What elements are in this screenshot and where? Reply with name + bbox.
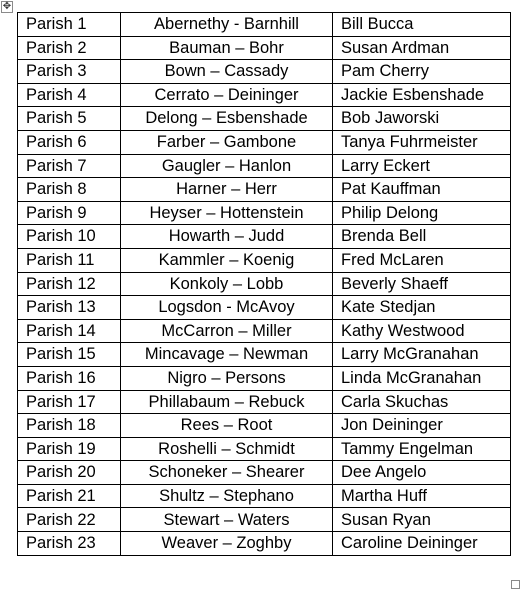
surname-range-cell[interactable]: Howarth – Judd [121,225,333,249]
parish-cell[interactable]: Parish 15 [18,343,121,367]
table-move-handle-icon[interactable]: ✥ [2,1,12,12]
surname-range-cell[interactable]: Kammler – Koenig [121,248,333,272]
parish-cell[interactable]: Parish 4 [18,83,121,107]
surname-range-cell[interactable]: Nigro – Persons [121,366,333,390]
parish-cell[interactable]: Parish 1 [18,13,121,37]
contact-name-cell[interactable]: Larry Eckert [333,154,511,178]
surname-range-cell[interactable]: Logsdon - McAvoy [121,296,333,320]
parish-cell[interactable]: Parish 14 [18,319,121,343]
contact-name-cell[interactable]: Jon Deininger [333,414,511,438]
surname-range-cell[interactable]: Shultz – Stephano [121,484,333,508]
contact-name-cell[interactable]: Tammy Engelman [333,437,511,461]
table-row [18,83,511,107]
parish-cell[interactable]: Parish 21 [18,484,121,508]
surname-range-cell[interactable]: Delong – Esbenshade [121,107,333,131]
surname-range-cell[interactable]: Stewart – Waters [121,508,333,532]
parish-cell[interactable]: Parish 5 [18,107,121,131]
surname-range-cell[interactable]: Harner – Herr [121,178,333,202]
parish-cell[interactable]: Parish 18 [18,414,121,438]
surname-range-cell[interactable]: Phillabaum – Rebuck [121,390,333,414]
surname-range-cell[interactable]: Abernethy - Barnhill [121,13,333,37]
contact-name-cell[interactable]: Susan Ryan [333,508,511,532]
table-row [18,366,511,390]
contact-name-cell[interactable]: Beverly Shaeff [333,272,511,296]
parish-cell[interactable]: Parish 22 [18,508,121,532]
contact-name-cell[interactable]: Bill Bucca [333,13,511,37]
parish-cell[interactable]: Parish 6 [18,130,121,154]
contact-name-cell[interactable]: Dee Angelo [333,461,511,485]
surname-range-cell[interactable]: Cerrato – Deininger [121,83,333,107]
table-row [18,201,511,225]
parish-cell[interactable]: Parish 20 [18,461,121,485]
text-cursor [510,333,511,355]
contact-name-cell[interactable]: Pat Kauffman [333,178,511,202]
parish-cell[interactable]: Parish 2 [18,36,121,60]
table-row [18,484,511,508]
parish-cell[interactable]: Parish 3 [18,60,121,84]
surname-range-cell[interactable]: Gaugler – Hanlon [121,154,333,178]
table-row [18,414,511,438]
contact-name-cell[interactable]: Fred McLaren [333,248,511,272]
parish-cell[interactable]: Parish 17 [18,390,121,414]
table-row [18,343,511,367]
surname-range-cell[interactable]: Schoneker – Shearer [121,461,333,485]
surname-range-cell[interactable]: Mincavage – Newman [121,343,333,367]
parish-cell[interactable]: Parish 7 [18,154,121,178]
surname-range-cell[interactable]: McCarron – Miller [121,319,333,343]
surname-range-cell[interactable]: Rees – Root [121,414,333,438]
parish-table-body [18,13,511,556]
surname-range-cell[interactable]: Bown – Cassady [121,60,333,84]
table-row [18,508,511,532]
table-row [18,130,511,154]
parish-cell[interactable]: Parish 19 [18,437,121,461]
table-row [18,107,511,131]
parish-cell[interactable]: Parish 16 [18,366,121,390]
surname-range-cell[interactable]: Bauman – Bohr [121,36,333,60]
contact-name-cell[interactable]: Jackie Esbenshade [333,83,511,107]
surname-range-cell[interactable]: Roshelli – Schmidt [121,437,333,461]
contact-name-cell[interactable]: Larry McGranahan [333,343,511,367]
surname-range-cell[interactable]: Heyser – Hottenstein [121,201,333,225]
contact-name-cell[interactable]: Kate Stedjan [333,296,511,320]
parish-cell[interactable]: Parish 13 [18,296,121,320]
surname-range-cell[interactable]: Farber – Gambone [121,130,333,154]
contact-name-cell[interactable]: Brenda Bell [333,225,511,249]
table-row [18,390,511,414]
table-row [18,13,511,37]
table-row [18,248,511,272]
table-row [18,461,511,485]
table-row [18,178,511,202]
contact-name-cell[interactable]: Carla Skuchas [333,390,511,414]
contact-name-cell[interactable]: Caroline Deininger [333,532,511,556]
table-row [18,225,511,249]
contact-name-cell[interactable]: Pam Cherry [333,60,511,84]
table-row [18,154,511,178]
parish-cell[interactable]: Parish 23 [18,532,121,556]
contact-name-cell[interactable]: Susan Ardman [333,36,511,60]
table-resize-handle-icon[interactable] [511,580,520,589]
table-row [18,60,511,84]
contact-name-cell[interactable]: Bob Jaworski [333,107,511,131]
contact-name-cell[interactable]: Kathy Westwood [333,319,511,343]
table-row [18,296,511,320]
parish-cell[interactable]: Parish 12 [18,272,121,296]
parish-cell[interactable]: Parish 11 [18,248,121,272]
table-row [18,36,511,60]
contact-name-cell[interactable]: Philip Delong [333,201,511,225]
contact-name-cell[interactable]: Martha Huff [333,484,511,508]
table-row [18,532,511,556]
table-row [18,272,511,296]
table-row [18,319,511,343]
surname-range-cell[interactable]: Konkoly – Lobb [121,272,333,296]
contact-name-cell[interactable]: Tanya Fuhrmeister [333,130,511,154]
parish-cell[interactable]: Parish 9 [18,201,121,225]
parish-cell[interactable]: Parish 8 [18,178,121,202]
surname-range-cell[interactable]: Weaver – Zoghby [121,532,333,556]
parish-table [17,12,511,556]
parish-cell[interactable]: Parish 10 [18,225,121,249]
contact-name-cell[interactable]: Linda McGranahan [333,366,511,390]
table-row [18,437,511,461]
